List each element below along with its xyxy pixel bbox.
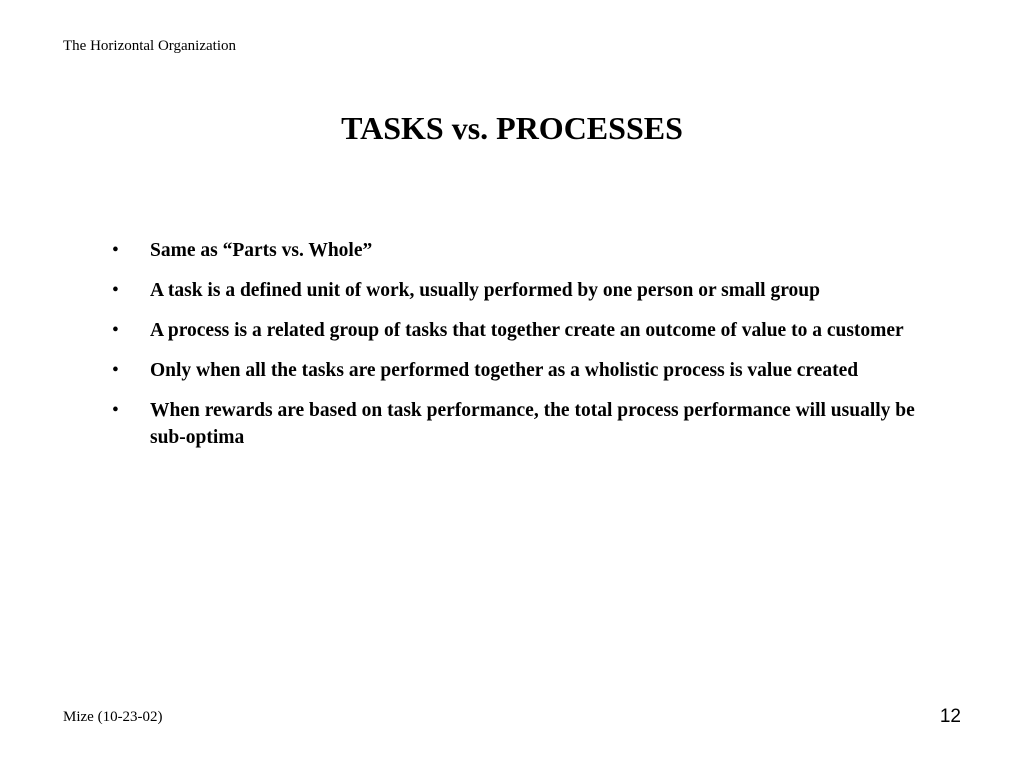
- bullet-glyph: •: [112, 400, 119, 421]
- footer-author-date: Mize (10-23-02): [63, 709, 163, 725]
- bullet-glyph: •: [112, 360, 119, 381]
- bullet-glyph: •: [112, 240, 119, 261]
- bullet-text: Same as “Parts vs. Whole”: [150, 240, 373, 261]
- bullet-text: A process is a related group of tasks that together create an outcome of value to a customer: [150, 320, 904, 341]
- slide-title: TASKS vs. PROCESSES: [341, 110, 683, 146]
- bullet-text: A task is a defined unit of work, usually performed by one person or small group: [150, 280, 820, 301]
- bullet-item: [112, 357, 942, 384]
- bullet-item: [112, 277, 942, 304]
- bullet-item: [112, 397, 942, 451]
- bullet-glyph: •: [112, 280, 119, 301]
- bullet-text: Only when all the tasks are performed together as a wholistic process is value created: [150, 360, 859, 381]
- slide-header: The Horizontal Organization: [63, 38, 236, 54]
- bullet-glyph: •: [112, 320, 119, 341]
- bullet-text: When rewards are based on task performance, the total process performance will usually be sub-optima: [150, 400, 915, 448]
- page-number: 12: [939, 706, 961, 727]
- bullet-item: [112, 237, 942, 264]
- bullet-list: [112, 237, 942, 464]
- bullet-item: [112, 317, 942, 344]
